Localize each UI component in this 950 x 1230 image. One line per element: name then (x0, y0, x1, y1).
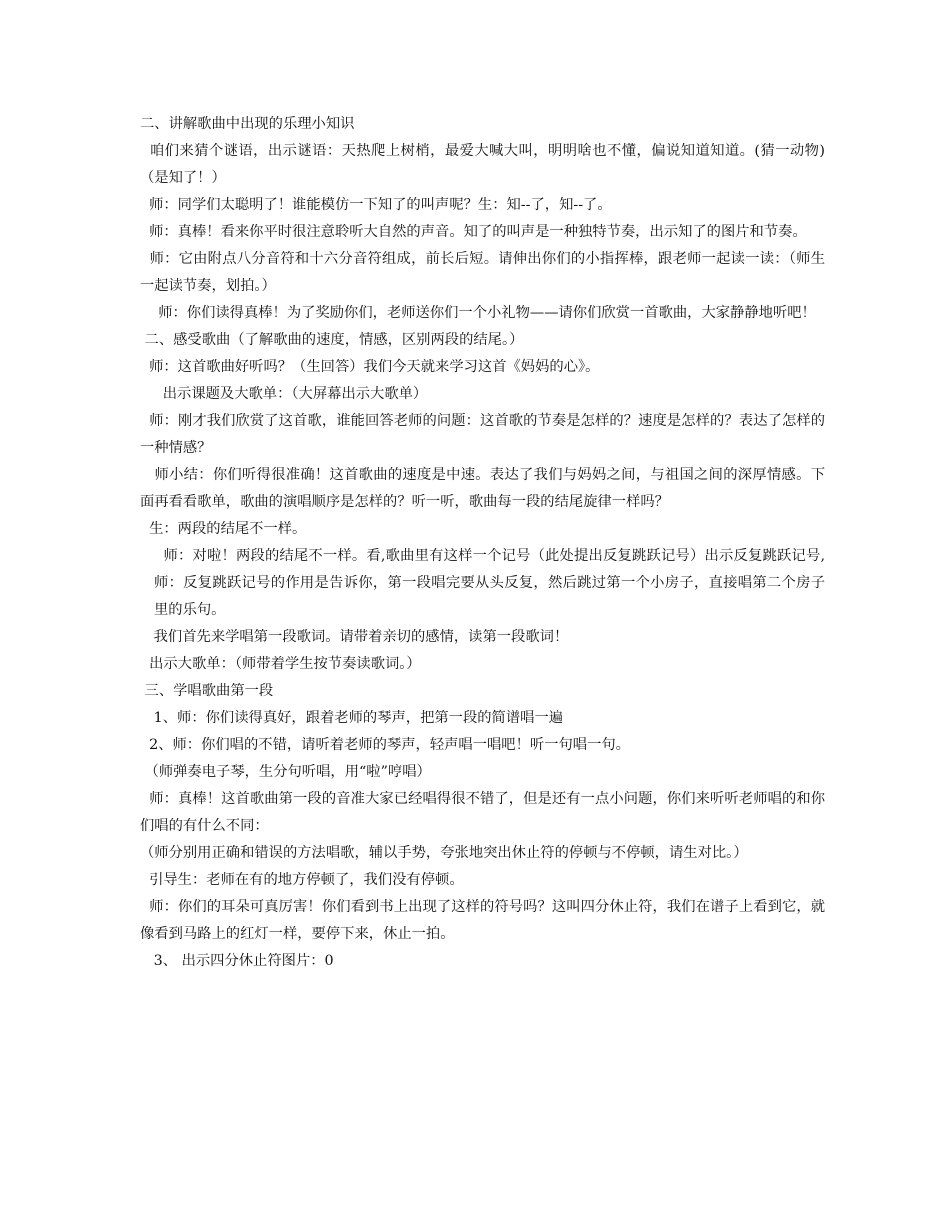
paragraph: 咱们来猜个谜语，出示谜语：天热爬上树梢，最爱大喊大叫，明明啥也不懂，偏说知道知道。(猜一动物) （是知了！） (140, 143, 830, 186)
section-heading: 二、讲解歌曲中出现的乐理小知识 (140, 116, 355, 132)
paragraph: 师：你们的耳朵可真厉害！你们看到书上出现了这样的符号吗？这叫四分休止符，我们在谱子上看到它，就像看到马路上的红灯一样，要停下来，休止一拍。 (140, 899, 826, 942)
paragraph: 师：真棒！看来你平时很注意聆听大自然的声音。知了的叫声是一种独特节奏，出示知了的图片和节奏。 (140, 224, 807, 240)
section-heading: 三、学唱歌曲第一段 (140, 683, 274, 699)
paragraph: （师分别用正确和错误的方法唱歌，辅以手势，夸张地突出休止符的停顿与不停顿，请生对比。） (140, 845, 748, 861)
paragraph: 师：真棒！这首歌曲第一段的音准大家已经唱得很不错了，但是还有一点小问题，你们来听听老师唱的和你们唱的有什么不同： (140, 791, 826, 834)
paragraph: 师：对啦！两段的结尾不一样。看,歌曲里有这样一个记号（此处提出反复跳跃记号）出示反复跳跃记号,师：反复跳跃记号的作用是告诉你，第一段唱完要从头反复，然后跳过第一个小房子，直接唱第二个房子里的乐句。 (154, 548, 825, 618)
paragraph: 师：同学们太聪明了！谁能模仿一下知了的叫声呢？生：知--了，知--了。 (140, 197, 612, 213)
paragraph: 师：这首歌曲好听吗？（生回答）我们今天就来学习这首《妈妈的心》。 (140, 359, 600, 375)
paragraph: 引导生：老师在有的地方停顿了，我们没有停顿。 (140, 872, 464, 888)
paragraph: 我们首先来学唱第一段歌词。请带着亲切的感情，读第一段歌词！ (140, 629, 569, 645)
paragraph: 3、 出示四分休止符图片：0 (140, 953, 334, 969)
document-body (140, 111, 830, 975)
paragraph: 师：它由附点八分音符和十六分音符组成，前长后短。请伸出你们的小指挥棒，跟老师一起读一读：（师生一起读节奏，划拍。） (140, 251, 825, 294)
section-heading: 二、感受歌曲（了解歌曲的速度，情感，区别两段的结尾。） (140, 332, 524, 348)
paragraph: 师：你们读得真棒！为了奖励你们，老师送你们一个小礼物——请你们欣赏一首歌曲，大家静静地听吧！ (140, 305, 816, 321)
paragraph: 出示课题及大歌单：（大屏幕出示大歌单） (140, 386, 428, 402)
paragraph: 出示大歌单：（师带着学生按节奏读歌词。） (140, 656, 421, 672)
paragraph: 2、师：你们唱的不错，请听着老师的琴声，轻声唱一唱吧！听一句唱一句。 (140, 737, 630, 753)
paragraph: 生：两段的结尾不一样。 (140, 521, 307, 537)
paragraph: 师：刚才我们欣赏了这首歌，谁能回答老师的问题：这首歌的节奏是怎样的？速度是怎样的？表达了怎样的一种情感？ (140, 413, 826, 456)
paragraph: （师弹奏电子琴，生分句听唱，用“啦”哼唱） (140, 764, 431, 780)
paragraph: 1、师：你们读得真好，跟着老师的琴声，把第一段的简谱唱一遍 (140, 710, 564, 726)
paragraph: 师小结：你们听得很准确！这首歌曲的速度是中速。表达了我们与妈妈之间，与祖国之间的深厚情感。下面再看看歌单，歌曲的演唱顺序是怎样的？听一听，歌曲每一段的结尾旋律一样吗？ (140, 467, 825, 510)
